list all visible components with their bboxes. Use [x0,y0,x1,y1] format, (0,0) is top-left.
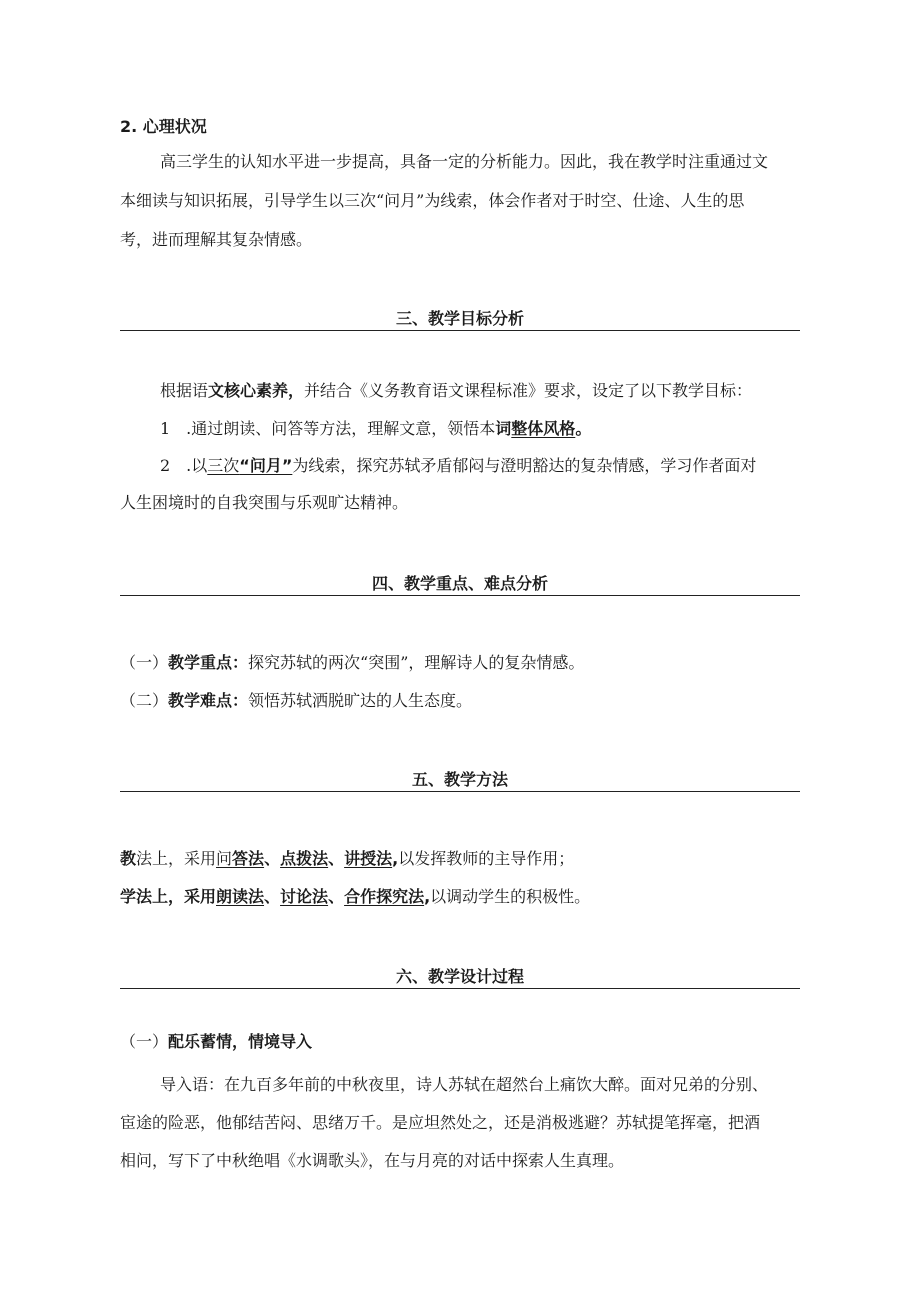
section6-rule [120,988,800,989]
teaching-method-a: 教 [120,849,137,868]
section6-title: 六、教学设计过程 [395,967,524,986]
learning-method-tail: 以调动学生的积极性。 [430,887,591,906]
key-point-label: 教学重点： [168,653,249,672]
psychology-line-3: 考，进而理解其复杂情感。 [120,230,313,249]
intro-text-a: 根据语 [160,381,209,400]
intro-text-c: 并结合《义务教育语文课程标准》要求，设定了以下教学目标： [304,381,753,400]
difficult-point-text: 领悟苏轼洒脱旷达的人生态度。 [248,691,473,710]
goal-2-text-a: 2 .以 [160,456,208,475]
teaching-method-sep-1: 、 [264,849,281,868]
method-answer: 答法 [232,849,265,868]
intro-text-b: 文核心素养， [208,381,305,400]
goal-2-cont: 人生困境时的自我突围与乐观旷达精神。 [120,493,409,512]
method-guide: 点拨法 [280,849,329,868]
teaching-method [120,848,574,870]
psychology-line-2: 本细读与知识拓展，引导学生以三次“问月”为线索，体会作者对于时空、仕途、人生的思 [120,191,745,210]
goal-2-text-c: “问月” [239,456,293,475]
learning-method-sep-1: 、 [264,887,281,906]
intro-line-1: 导入语：在九百多年前的中秋夜里，诗人苏轼在超然台上痛饮大醉。面对兄弟的分别、 [160,1075,769,1094]
subsection-1-text: 配乐蓄情，情境导入 [168,1032,313,1051]
subsection-1-title [120,1031,312,1053]
section4-rule [120,595,800,596]
method-discussion: 讨论法 [280,887,329,906]
goal-1 [160,418,591,440]
difficult-point-label: 教学难点： [168,691,249,710]
learning-method-sep-3: , [424,887,431,906]
section3-title: 三、教学目标分析 [395,309,524,328]
section3-intro [160,380,752,402]
section3-rule [120,330,800,331]
method-cooperative: 合作探究法 [344,887,425,906]
difficult-point-prefix: （二） [120,691,169,710]
subsection-1-prefix: （一） [120,1032,169,1051]
intro-line-3: 相问，写下了中秋绝唱《水调歌头》，在与月亮的对话中探索人生真理。 [120,1151,625,1170]
psychology-heading: 2. 心理状况 [120,117,207,136]
teaching-method-c: 问 [216,849,233,868]
section4-title: 四、教学重点、难点分析 [371,574,548,593]
section5-title: 五、教学方法 [411,770,508,789]
psychology-line-1: 高三学生的认知水平进一步提高，具备一定的分析能力。因此，我在教学时注重通过文 [160,152,769,171]
goal-1-text-a: 1 .通过朗读、问答等方法，理解文意，领悟本 [160,419,496,438]
intro-line-2: 宦途的险恶，他郁结苦闷、思绪万千。是应坦然处之，还是消极逃避？苏轼提笔挥毫，把酒 [120,1113,761,1132]
section5-rule [120,791,800,792]
goal-1-text-c: 整体风格 [511,419,576,438]
method-reading: 朗读法 [216,887,265,906]
learning-method-sep-2: 、 [328,887,345,906]
learning-method-a: 学法上，采用 [120,887,217,906]
goal-1-text-d: 。 [575,419,592,438]
key-point-prefix: （一） [120,653,169,672]
difficult-point [120,690,472,712]
goal-2-text-d: 为线索，探究苏轼矛盾郁闷与澄明豁达的复杂情感，学习作者面对 [292,456,757,475]
goal-1-text-b: 词 [495,419,512,438]
method-lecture: 讲授法 [344,849,393,868]
teaching-method-sep-3: , [392,849,399,868]
learning-method [120,886,590,908]
key-point-text: 探究苏轼的两次“突围”，理解诗人的复杂情感。 [248,653,585,672]
goal-2-text-b: 三次 [207,456,240,475]
goal-2 [160,455,756,477]
key-point [120,652,584,674]
teaching-method-tail: 以发挥教师的主导作用； [398,849,575,868]
teaching-method-sep-2: 、 [328,849,345,868]
teaching-method-b: 法上，采用 [136,849,217,868]
